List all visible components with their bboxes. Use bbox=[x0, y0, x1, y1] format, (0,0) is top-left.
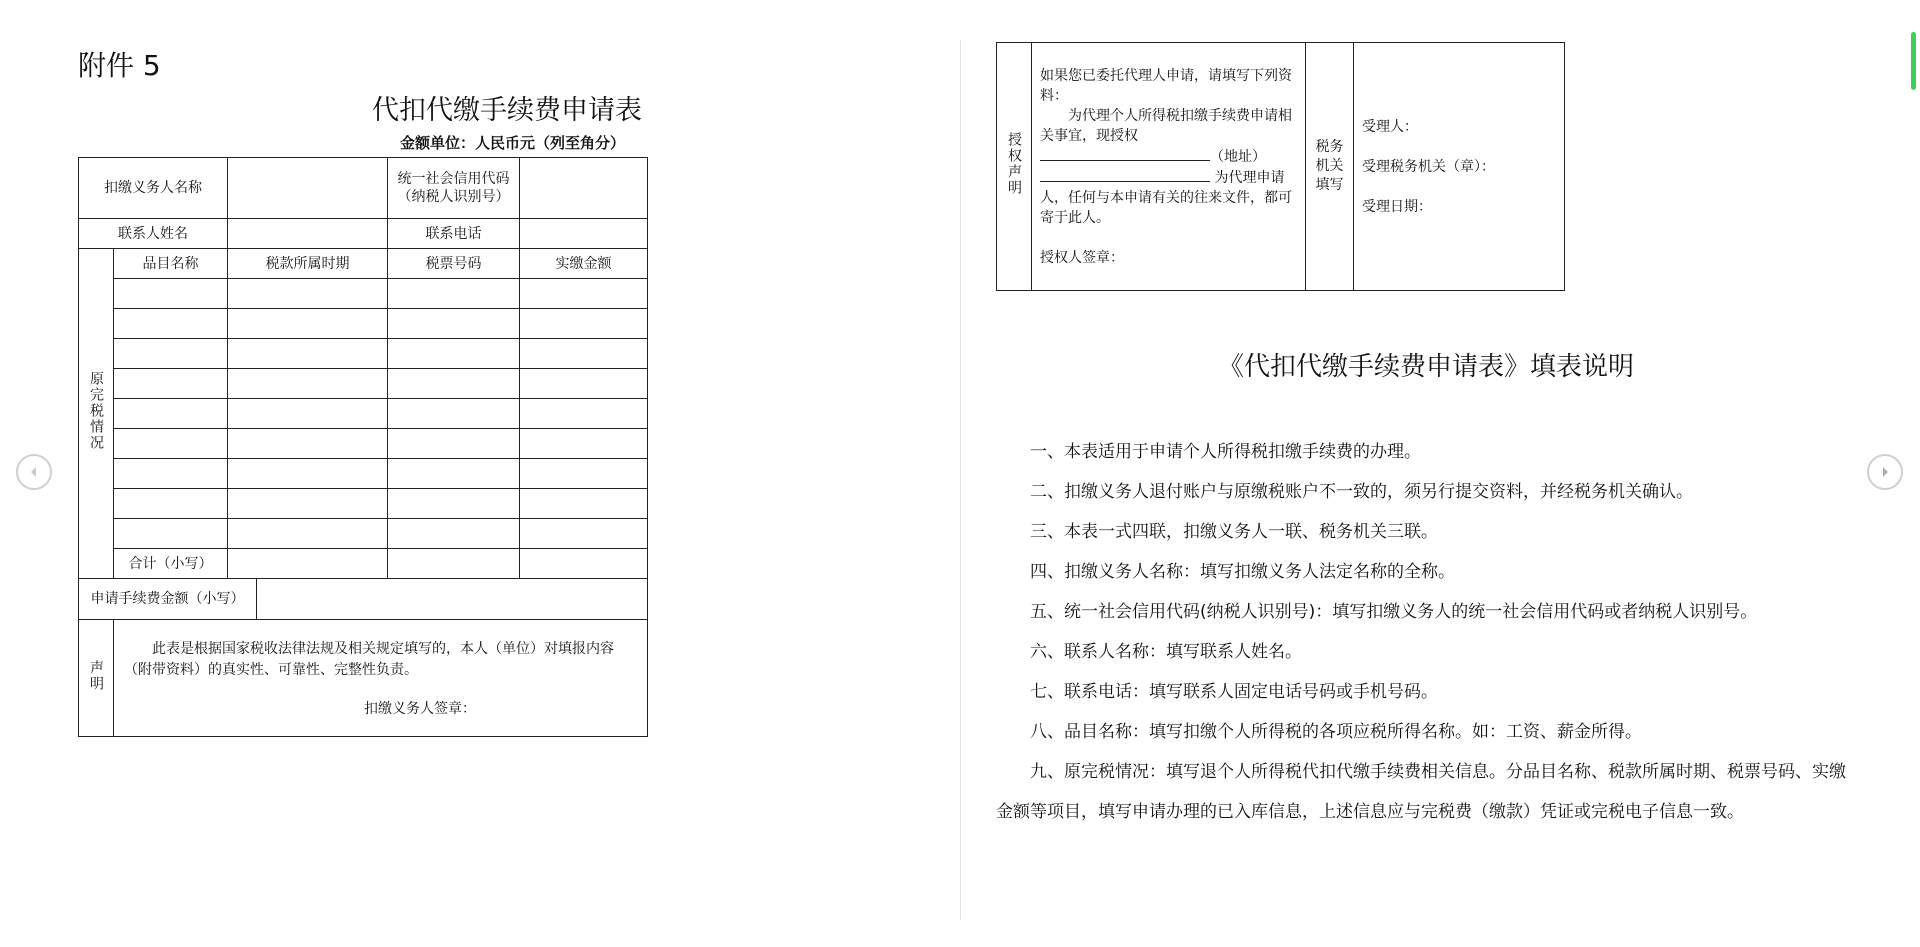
table-cell[interactable] bbox=[114, 369, 228, 399]
column-header: 税票号码 bbox=[388, 249, 520, 279]
auth-line1: 为代理个人所得税扣缴手续费申请相关事宜，现授权 bbox=[1040, 107, 1292, 144]
auth-intro: 如果您已委托代理人申请，请填写下列资料： bbox=[1040, 67, 1292, 104]
auth-name-line[interactable] bbox=[1040, 146, 1210, 161]
table-cell[interactable] bbox=[520, 489, 648, 519]
contact-phone-cell[interactable] bbox=[520, 219, 648, 249]
column-header: 实缴金额 bbox=[520, 249, 648, 279]
instruction-item: 一、本表适用于申请个人所得税扣缴手续费的办理。 bbox=[1030, 442, 1421, 462]
chevron-right-icon bbox=[1878, 465, 1892, 479]
declaration-text: 此表是根据国家税收法律法规及相关规定填写的，本人（单位）对填报内容（附带资料）的真实性、可靠性、完整性负责。 bbox=[124, 640, 614, 678]
table-cell[interactable] bbox=[228, 489, 388, 519]
scrollbar-thumb[interactable] bbox=[1911, 32, 1916, 90]
withholder-name-label: 扣缴义务人名称 bbox=[79, 158, 228, 219]
table-cell[interactable] bbox=[228, 279, 388, 309]
table-row bbox=[79, 519, 648, 549]
table-cell[interactable] bbox=[388, 369, 520, 399]
contact-name-label: 联系人姓名 bbox=[79, 219, 228, 249]
form-title: 代扣代缴手续费申请表 bbox=[372, 95, 642, 126]
table-row bbox=[79, 489, 648, 519]
table-cell[interactable] bbox=[228, 459, 388, 489]
table-cell[interactable] bbox=[520, 459, 648, 489]
instructions-title: 《代扣代缴手续费申请表》填表说明 bbox=[1218, 352, 1635, 382]
table-cell[interactable] bbox=[228, 519, 388, 549]
subtotal-label: 合计（小写） bbox=[114, 549, 228, 579]
table-cell[interactable] bbox=[228, 339, 388, 369]
amount-unit: 金额单位：人民币元（列至角分） bbox=[400, 134, 626, 152]
instructions-list bbox=[996, 432, 1846, 832]
column-header: 品目名称 bbox=[114, 249, 228, 279]
page-divider bbox=[960, 40, 961, 920]
table-cell[interactable] bbox=[388, 339, 520, 369]
chevron-left-icon bbox=[27, 465, 41, 479]
table-cell[interactable] bbox=[114, 489, 228, 519]
receiver-label: 受理人： bbox=[1362, 118, 1418, 135]
table-cell[interactable] bbox=[388, 399, 520, 429]
subtotal-period-cell[interactable] bbox=[228, 549, 388, 579]
table-cell[interactable] bbox=[114, 399, 228, 429]
table-cell[interactable] bbox=[228, 429, 388, 459]
tax-org-section bbox=[1354, 43, 1565, 291]
table-cell[interactable] bbox=[520, 279, 648, 309]
table-row bbox=[79, 459, 648, 489]
table-row bbox=[79, 279, 648, 309]
table-cell[interactable] bbox=[388, 279, 520, 309]
table-cell[interactable] bbox=[520, 429, 648, 459]
table-cell[interactable] bbox=[520, 399, 648, 429]
table-cell[interactable] bbox=[520, 519, 648, 549]
table-cell[interactable] bbox=[114, 519, 228, 549]
instruction-item: 八、品目名称：填写扣缴个人所得税的各项应税所得名称。如：工资、薪金所得。 bbox=[1030, 722, 1642, 742]
credit-code-label: 统一社会信用代码 （纳税人识别号） bbox=[388, 158, 520, 219]
declaration-cell bbox=[114, 620, 648, 737]
table-cell[interactable] bbox=[520, 339, 648, 369]
instruction-item: 三、本表一式四联，扣缴义务人一联、税务机关三联。 bbox=[1030, 522, 1438, 542]
instruction-item: 九、原完税情况：填写退个人所得税代扣代缴手续费相关信息。分品目名称、税款所属时期、税票号码、实缴金额等项目，填写申请办理的已入库信息，上述信息应与完税费（缴款）凭证或完税电子信息一致。 bbox=[996, 762, 1846, 822]
table-row bbox=[79, 369, 648, 399]
table-cell[interactable] bbox=[520, 369, 648, 399]
declaration-signature: 扣缴义务人签章： bbox=[364, 700, 476, 717]
contact-name-cell[interactable] bbox=[228, 219, 388, 249]
auth-address-line[interactable] bbox=[1040, 167, 1210, 182]
attachment-label: 附件 5 bbox=[78, 49, 161, 82]
auth-address-label: （地址） bbox=[1210, 148, 1266, 165]
table-cell[interactable] bbox=[388, 489, 520, 519]
credit-code-cell[interactable] bbox=[520, 158, 648, 219]
table-cell[interactable] bbox=[114, 339, 228, 369]
instruction-item: 四、扣缴义务人名称：填写扣缴义务人法定名称的全称。 bbox=[1030, 562, 1455, 582]
table-cell[interactable] bbox=[114, 429, 228, 459]
contact-phone-label: 联系电话 bbox=[388, 219, 520, 249]
declaration-label: 声明 bbox=[79, 620, 114, 737]
application-form-table bbox=[78, 157, 648, 737]
table-row bbox=[79, 309, 648, 339]
table-cell[interactable] bbox=[388, 429, 520, 459]
table-cell[interactable] bbox=[388, 309, 520, 339]
auth-signature: 授权人签章： bbox=[1040, 249, 1124, 266]
authorization-table bbox=[996, 42, 1565, 291]
table-row bbox=[79, 339, 648, 369]
table-cell[interactable] bbox=[114, 279, 228, 309]
fee-amount-label: 申请手续费金额（小写） bbox=[79, 579, 257, 620]
table-row bbox=[79, 399, 648, 429]
original-tax-section-label: 原完税情况 bbox=[79, 249, 114, 579]
fee-amount-cell[interactable] bbox=[257, 579, 648, 620]
subtotal-amount-cell[interactable] bbox=[520, 549, 648, 579]
table-cell[interactable] bbox=[520, 309, 648, 339]
withholder-name-cell[interactable] bbox=[228, 158, 388, 219]
instruction-item: 六、联系人名称：填写联系人姓名。 bbox=[1030, 642, 1302, 662]
tax-org-label: 税务机关填写 bbox=[1306, 43, 1354, 291]
instruction-item: 七、联系电话：填写联系人固定电话号码或手机号码。 bbox=[1030, 682, 1438, 702]
authorization-label: 授权声明 bbox=[997, 43, 1032, 291]
table-cell[interactable] bbox=[114, 459, 228, 489]
prev-page-button[interactable] bbox=[16, 454, 52, 490]
instruction-item: 二、扣缴义务人退付账户与原缴税账户不一致的，须另行提交资料，并经税务机关确认。 bbox=[1030, 482, 1693, 502]
table-cell[interactable] bbox=[114, 309, 228, 339]
column-header: 税款所属时期 bbox=[228, 249, 388, 279]
table-cell[interactable] bbox=[388, 459, 520, 489]
receiving-org-label: 受理税务机关（章）： bbox=[1362, 158, 1495, 175]
subtotal-ticket-cell[interactable] bbox=[388, 549, 520, 579]
table-cell[interactable] bbox=[388, 519, 520, 549]
authorization-body bbox=[1032, 43, 1306, 291]
receive-date-label: 受理日期： bbox=[1362, 198, 1432, 215]
next-page-button[interactable] bbox=[1867, 454, 1903, 490]
table-row bbox=[79, 429, 648, 459]
table-cell[interactable] bbox=[228, 399, 388, 429]
auth-line2: 为代理申请人，任何与本申请有关的往来文件，都可寄于此人。 bbox=[1040, 169, 1292, 226]
instruction-item: 五、统一社会信用代码(纳税人识别号)：填写扣缴义务人的统一社会信用代码或者纳税人识别号。 bbox=[1030, 602, 1758, 622]
table-cell[interactable] bbox=[228, 309, 388, 339]
table-cell[interactable] bbox=[228, 369, 388, 399]
